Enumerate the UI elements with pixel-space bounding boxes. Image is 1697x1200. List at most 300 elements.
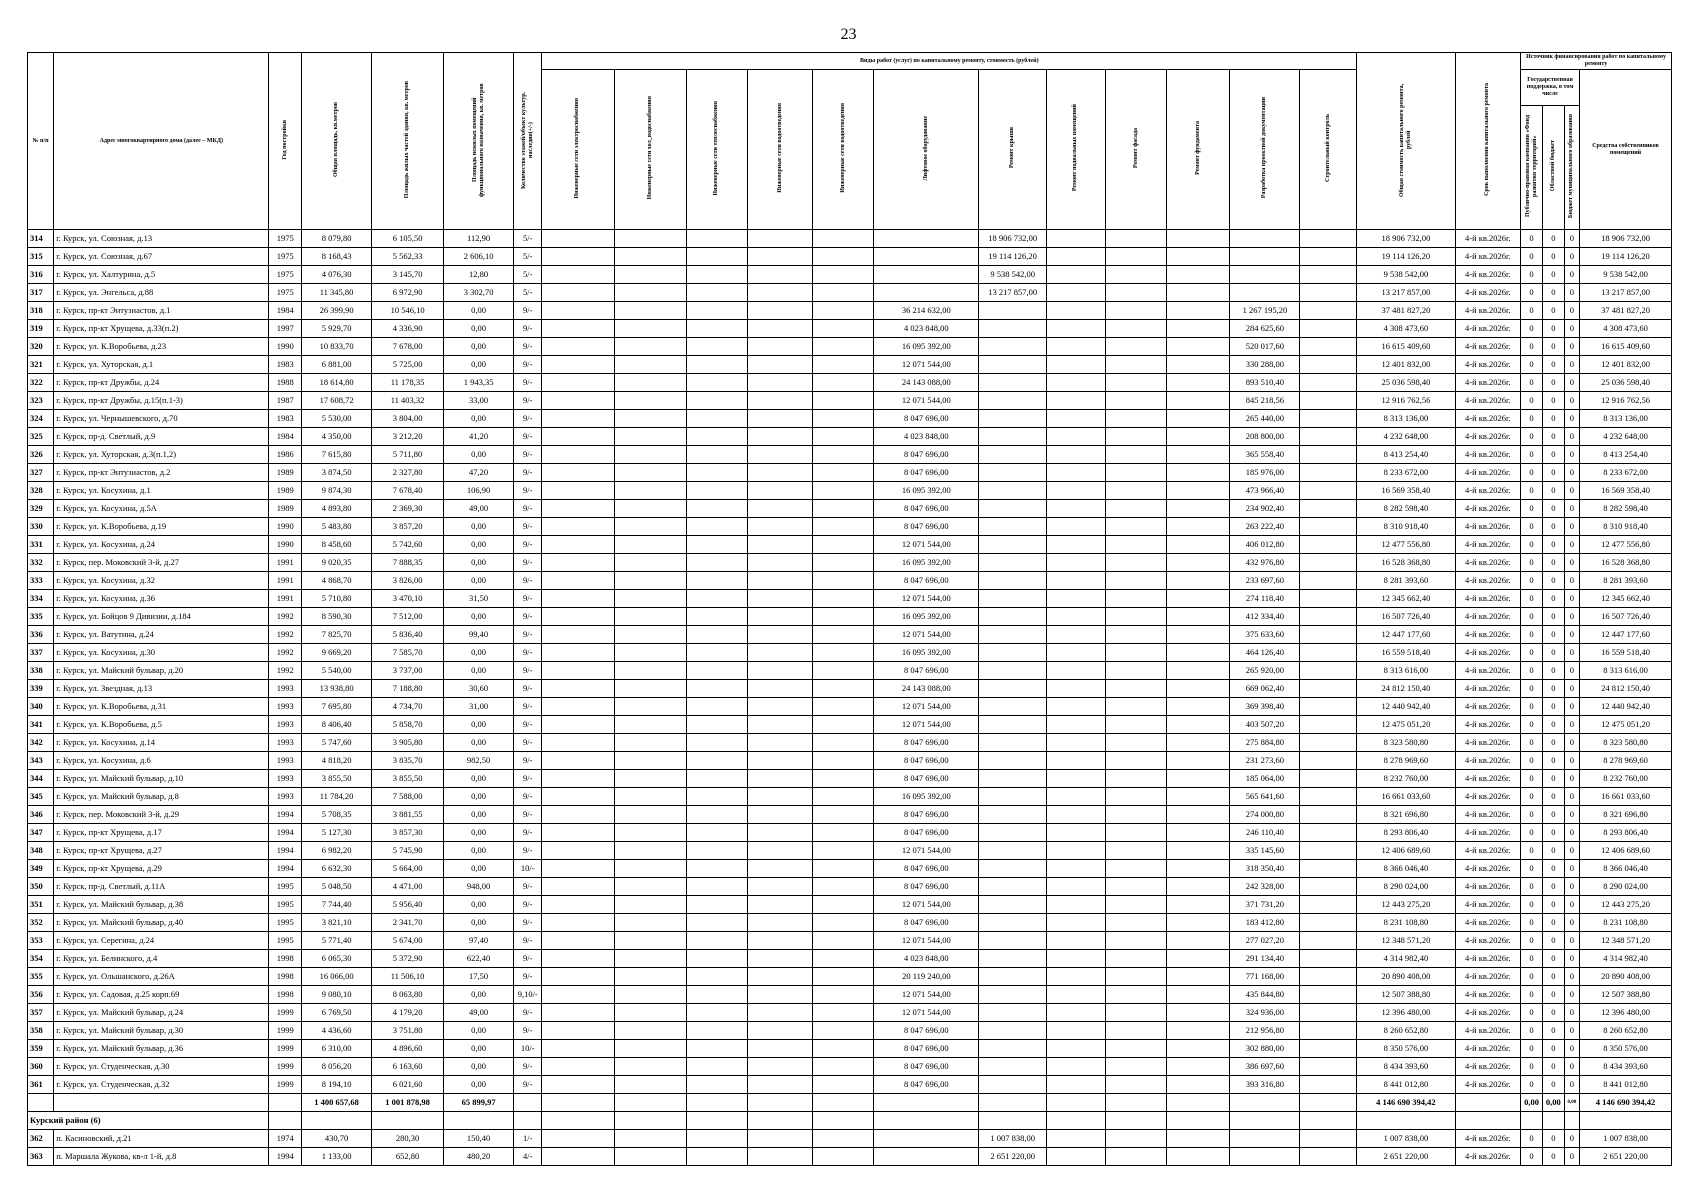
header-work-drainage: Инженерные сети водоотведения — [776, 103, 783, 193]
row-lift-cost: 12 071 544,00 — [874, 1004, 979, 1022]
row-living-area: 652,80 — [372, 1148, 444, 1166]
row-number: 322 — [28, 374, 54, 392]
row-owners: 12 440 942,40 — [1580, 698, 1672, 716]
row-work-empty — [1300, 824, 1357, 842]
row-number: 326 — [28, 446, 54, 464]
table-row — [28, 716, 1672, 734]
row-work-empty — [614, 788, 686, 806]
row-nonliving-area: 112,90 — [444, 230, 514, 248]
row-number: 337 — [28, 644, 54, 662]
row-design-cost: 185 976,00 — [1230, 464, 1300, 482]
row-work-empty — [614, 896, 686, 914]
header-floors: Количество этажей/объект культур. наследия(+/-) — [520, 90, 534, 189]
row-work-empty — [747, 608, 813, 626]
row-deadline: 4-й кв.2026г. — [1455, 608, 1521, 626]
row-work-empty — [1105, 518, 1166, 536]
row-work-empty — [686, 590, 747, 608]
row-number: 350 — [28, 878, 54, 896]
row-nonliving-area: 1 943,35 — [444, 374, 514, 392]
row-work-empty — [1167, 932, 1230, 950]
row-roof-cost: 9 538 542,00 — [979, 266, 1047, 284]
row-year: 1983 — [269, 410, 302, 428]
row-work-empty — [1105, 1022, 1166, 1040]
row-work-empty — [1105, 338, 1166, 356]
row-fund: 0 — [1521, 680, 1543, 698]
row-work-empty — [1047, 464, 1106, 482]
row-owners: 8 323 580,80 — [1580, 734, 1672, 752]
row-design-cost: 318 350,40 — [1230, 860, 1300, 878]
row-total-cost: 20 890 408,00 — [1357, 968, 1455, 986]
table-row — [28, 428, 1672, 446]
row-nonliving-area: 0,00 — [444, 914, 514, 932]
row-fund: 0 — [1521, 230, 1543, 248]
row-floors: 9/- — [514, 338, 542, 356]
row-living-area: 3 751,80 — [372, 1022, 444, 1040]
row-floors: 9/- — [514, 410, 542, 428]
row-work-empty — [1167, 230, 1230, 248]
table-row — [28, 986, 1672, 1004]
totals-regional: 0,00 — [1542, 1094, 1564, 1112]
row-total-cost: 8 313 136,00 — [1357, 410, 1455, 428]
row-floors: 5/- — [514, 284, 542, 302]
row-nonliving-area: 480,20 — [444, 1148, 514, 1166]
row-floors: 9/- — [514, 1058, 542, 1076]
row-total-cost: 24 812 150,40 — [1357, 680, 1455, 698]
row-deadline: 4-й кв.2026г. — [1455, 1022, 1521, 1040]
row-work-empty — [813, 824, 874, 842]
row-municipal: 0 — [1564, 248, 1579, 266]
row-floors: 9/- — [514, 536, 542, 554]
totals-empty — [1300, 1094, 1357, 1112]
row-total-area: 8 590,30 — [302, 608, 372, 626]
row-work-empty — [614, 428, 686, 446]
row-work-empty — [1105, 734, 1166, 752]
row-work-empty — [614, 446, 686, 464]
row-deadline: 4-й кв.2026г. — [1455, 284, 1521, 302]
row-regional: 0 — [1542, 266, 1564, 284]
row-number: 319 — [28, 320, 54, 338]
row-address: г. Курск, пр-д. Светлый, д.11А — [54, 878, 269, 896]
row-number: 361 — [28, 1076, 54, 1094]
row-roof-cost — [979, 536, 1047, 554]
row-nonliving-area: 31,50 — [444, 590, 514, 608]
row-nonliving-area: 0,00 — [444, 608, 514, 626]
row-address: г. Курск, ул. Халтурина, д.5 — [54, 266, 269, 284]
section-empty — [542, 1112, 614, 1130]
row-work-empty — [1047, 986, 1106, 1004]
row-work-empty — [1300, 608, 1357, 626]
totals-empty — [747, 1094, 813, 1112]
row-work-empty — [1167, 662, 1230, 680]
row-work-empty — [1300, 428, 1357, 446]
table-row — [28, 860, 1672, 878]
row-number: 340 — [28, 698, 54, 716]
row-year: 1994 — [269, 1148, 302, 1166]
section-empty — [686, 1112, 747, 1130]
row-work-empty — [614, 1148, 686, 1166]
row-work-empty — [542, 788, 614, 806]
table-row — [28, 410, 1672, 428]
row-work-empty — [813, 1004, 874, 1022]
row-total-cost: 12 401 832,00 — [1357, 356, 1455, 374]
row-work-empty — [542, 1004, 614, 1022]
row-deadline: 4-й кв.2026г. — [1455, 788, 1521, 806]
row-work-empty — [747, 1004, 813, 1022]
row-number: 357 — [28, 1004, 54, 1022]
row-owners: 4 314 982,40 — [1580, 950, 1672, 968]
row-work-empty — [686, 788, 747, 806]
row-total-area: 8 194,10 — [302, 1076, 372, 1094]
table-row — [28, 554, 1672, 572]
row-regional: 0 — [1542, 914, 1564, 932]
header-year: Год постройки — [281, 119, 288, 160]
row-year: 1994 — [269, 860, 302, 878]
row-work-empty — [1047, 968, 1106, 986]
section-empty — [874, 1112, 979, 1130]
row-work-empty — [542, 590, 614, 608]
row-work-empty — [747, 806, 813, 824]
totals-empty — [874, 1094, 979, 1112]
row-year: 1994 — [269, 842, 302, 860]
row-work-empty — [1167, 860, 1230, 878]
row-regional: 0 — [1542, 518, 1564, 536]
header-work-foundation: Ремонт фундамента — [1194, 121, 1201, 175]
row-lift-cost — [874, 1148, 979, 1166]
row-lift-cost: 16 095 392,00 — [874, 554, 979, 572]
totals-empty — [542, 1094, 614, 1112]
row-floors: 9/- — [514, 1076, 542, 1094]
row-work-empty — [1047, 1076, 1106, 1094]
row-municipal: 0 — [1564, 536, 1579, 554]
row-living-area: 3 905,80 — [372, 734, 444, 752]
row-work-empty — [747, 932, 813, 950]
row-municipal: 0 — [1564, 986, 1579, 1004]
row-deadline: 4-й кв.2026г. — [1455, 806, 1521, 824]
row-fund: 0 — [1521, 626, 1543, 644]
row-work-empty — [1300, 842, 1357, 860]
row-floors: 9/- — [514, 392, 542, 410]
row-deadline: 4-й кв.2026г. — [1455, 878, 1521, 896]
row-work-empty — [747, 662, 813, 680]
row-deadline: 4-й кв.2026г. — [1455, 968, 1521, 986]
row-floors: 9/- — [514, 878, 542, 896]
row-floors: 9/- — [514, 842, 542, 860]
row-work-empty — [614, 554, 686, 572]
row-work-empty — [1047, 572, 1106, 590]
row-floors: 9/- — [514, 1022, 542, 1040]
row-municipal: 0 — [1564, 680, 1579, 698]
row-fund: 0 — [1521, 914, 1543, 932]
row-owners: 25 036 598,40 — [1580, 374, 1672, 392]
row-work-empty — [614, 500, 686, 518]
row-work-empty — [1105, 248, 1166, 266]
header-work-cold-water: Инженерные сети хол_водоснабжения — [646, 96, 653, 200]
row-number: 349 — [28, 860, 54, 878]
row-work-empty — [813, 554, 874, 572]
totals-empty — [1230, 1094, 1300, 1112]
totals-empty — [514, 1094, 542, 1112]
row-fund: 0 — [1521, 518, 1543, 536]
section-empty — [1455, 1112, 1521, 1130]
row-design-cost: 464 126,40 — [1230, 644, 1300, 662]
row-work-empty — [1105, 716, 1166, 734]
row-work-empty — [1167, 824, 1230, 842]
table-row — [28, 302, 1672, 320]
row-work-empty — [813, 860, 874, 878]
row-work-empty — [686, 464, 747, 482]
section-row — [28, 1112, 1672, 1130]
row-work-empty — [747, 734, 813, 752]
row-work-empty — [813, 500, 874, 518]
row-number: 348 — [28, 842, 54, 860]
row-roof-cost — [979, 734, 1047, 752]
row-work-empty — [813, 266, 874, 284]
row-work-empty — [614, 716, 686, 734]
row-work-empty — [686, 608, 747, 626]
row-design-cost: 1 267 195,20 — [1230, 302, 1300, 320]
table-row — [28, 1058, 1672, 1076]
row-design-cost: 520 017,60 — [1230, 338, 1300, 356]
row-work-empty — [813, 878, 874, 896]
row-work-empty — [614, 302, 686, 320]
row-work-empty — [614, 644, 686, 662]
row-nonliving-area: 0,00 — [444, 734, 514, 752]
row-work-empty — [747, 518, 813, 536]
row-municipal: 0 — [1564, 230, 1579, 248]
table-row — [28, 500, 1672, 518]
row-address: г. Курск, ул. Косухина, д.32 — [54, 572, 269, 590]
row-address: г. Курск, ул. Косухина, д.14 — [54, 734, 269, 752]
row-address: г. Курск, пр-кт Дружбы, д.24 — [54, 374, 269, 392]
row-lift-cost: 8 047 696,00 — [874, 824, 979, 842]
row-owners: 8 350 576,00 — [1580, 1040, 1672, 1058]
table-row — [28, 230, 1672, 248]
row-address: г. Курск, ул. Косухина, д.30 — [54, 644, 269, 662]
row-work-empty — [1105, 536, 1166, 554]
table-row — [28, 734, 1672, 752]
row-deadline: 4-й кв.2026г. — [1455, 824, 1521, 842]
row-work-empty — [686, 914, 747, 932]
row-work-empty — [1300, 248, 1357, 266]
row-municipal: 0 — [1564, 482, 1579, 500]
totals-nonliving-area: 65 899,97 — [444, 1094, 514, 1112]
row-lift-cost: 8 047 696,00 — [874, 572, 979, 590]
table-row — [28, 878, 1672, 896]
row-municipal: 0 — [1564, 734, 1579, 752]
row-work-empty — [542, 716, 614, 734]
row-total-cost: 12 477 556,80 — [1357, 536, 1455, 554]
row-work-empty — [1105, 356, 1166, 374]
row-work-empty — [813, 482, 874, 500]
row-year: 1975 — [269, 230, 302, 248]
row-work-empty — [1300, 788, 1357, 806]
row-number: 344 — [28, 770, 54, 788]
row-work-empty — [1167, 302, 1230, 320]
row-municipal: 0 — [1564, 356, 1579, 374]
row-living-area: 5 372,90 — [372, 950, 444, 968]
row-design-cost: 233 697,60 — [1230, 572, 1300, 590]
row-deadline: 4-й кв.2026г. — [1455, 896, 1521, 914]
row-total-cost: 12 440 942,40 — [1357, 698, 1455, 716]
row-owners: 8 233 672,00 — [1580, 464, 1672, 482]
row-owners: 13 217 857,00 — [1580, 284, 1672, 302]
row-floors: 9/- — [514, 914, 542, 932]
row-work-empty — [686, 806, 747, 824]
row-work-empty — [686, 1040, 747, 1058]
page-number: 23 — [840, 26, 857, 43]
row-deadline: 4-й кв.2026г. — [1455, 734, 1521, 752]
row-work-empty — [813, 374, 874, 392]
row-floors: 9/- — [514, 662, 542, 680]
row-work-empty — [1105, 428, 1166, 446]
row-address: г. Курск, ул. Серегина, д.24 — [54, 932, 269, 950]
row-work-empty — [813, 788, 874, 806]
totals-living-area: 1 001 878,98 — [372, 1094, 444, 1112]
row-total-area: 9 080,10 — [302, 986, 372, 1004]
row-work-empty — [614, 878, 686, 896]
row-lift-cost: 16 095 392,00 — [874, 338, 979, 356]
row-total-cost: 37 481 827,20 — [1357, 302, 1455, 320]
row-municipal: 0 — [1564, 932, 1579, 950]
row-floors: 9/- — [514, 932, 542, 950]
section-empty — [1047, 1112, 1106, 1130]
row-work-empty — [686, 482, 747, 500]
row-work-empty — [1047, 536, 1106, 554]
row-work-empty — [614, 968, 686, 986]
row-number: 314 — [28, 230, 54, 248]
row-work-empty — [1300, 572, 1357, 590]
totals-cost: 4 146 690 394,42 — [1357, 1094, 1455, 1112]
row-work-empty — [686, 320, 747, 338]
row-work-empty — [1047, 752, 1106, 770]
row-work-empty — [813, 428, 874, 446]
row-living-area: 11 178,35 — [372, 374, 444, 392]
row-work-empty — [813, 752, 874, 770]
row-fund: 0 — [1521, 968, 1543, 986]
row-floors: 10/- — [514, 1040, 542, 1058]
row-living-area: 4 896,60 — [372, 1040, 444, 1058]
row-work-empty — [813, 1076, 874, 1094]
row-deadline: 4-й кв.2026г. — [1455, 536, 1521, 554]
row-year: 1999 — [269, 1022, 302, 1040]
row-work-empty — [614, 1022, 686, 1040]
row-fund: 0 — [1521, 536, 1543, 554]
row-total-area: 6 632,30 — [302, 860, 372, 878]
row-work-empty — [614, 608, 686, 626]
row-work-empty — [747, 1130, 813, 1148]
row-work-empty — [1105, 572, 1166, 590]
row-total-cost: 8 413 254,40 — [1357, 446, 1455, 464]
row-work-empty — [1105, 302, 1166, 320]
row-design-cost: 893 510,40 — [1230, 374, 1300, 392]
section-empty — [1167, 1112, 1230, 1130]
row-nonliving-area: 982,50 — [444, 752, 514, 770]
row-work-empty — [1047, 770, 1106, 788]
row-year: 1989 — [269, 464, 302, 482]
row-work-empty — [542, 248, 614, 266]
row-number: 323 — [28, 392, 54, 410]
row-work-empty — [747, 752, 813, 770]
row-municipal: 0 — [1564, 518, 1579, 536]
header-living-area: Площадь жилых частей здания, кв. метров — [404, 80, 411, 199]
row-work-empty — [1047, 734, 1106, 752]
row-address: г. Курск, ул. Косухина, д.6 — [54, 752, 269, 770]
row-work-empty — [614, 1130, 686, 1148]
row-total-cost: 8 233 672,00 — [1357, 464, 1455, 482]
row-owners: 8 366 046,40 — [1580, 860, 1672, 878]
row-lift-cost — [874, 230, 979, 248]
row-work-empty — [686, 248, 747, 266]
row-work-empty — [1167, 1004, 1230, 1022]
row-design-cost: 771 168,00 — [1230, 968, 1300, 986]
section-empty — [302, 1112, 372, 1130]
row-work-empty — [747, 680, 813, 698]
totals-empty — [54, 1094, 269, 1112]
row-number: 363 — [28, 1148, 54, 1166]
row-work-empty — [614, 338, 686, 356]
row-work-empty — [1167, 914, 1230, 932]
row-year: 1993 — [269, 698, 302, 716]
row-work-empty — [614, 1004, 686, 1022]
row-work-empty — [686, 374, 747, 392]
row-work-empty — [686, 410, 747, 428]
row-work-empty — [1047, 1022, 1106, 1040]
header-regional: Областной бюджет — [1549, 140, 1556, 192]
row-regional: 0 — [1542, 482, 1564, 500]
row-address: г. Курск, пр-кт Хрущева, д.29 — [54, 860, 269, 878]
row-work-empty — [542, 266, 614, 284]
row-total-area: 8 056,20 — [302, 1058, 372, 1076]
row-work-empty — [813, 734, 874, 752]
row-work-empty — [1105, 680, 1166, 698]
table-row — [28, 284, 1672, 302]
row-roof-cost — [979, 392, 1047, 410]
row-work-empty — [747, 482, 813, 500]
row-living-area: 7 588,00 — [372, 788, 444, 806]
row-living-area: 3 470,10 — [372, 590, 444, 608]
row-deadline: 4-й кв.2026г. — [1455, 950, 1521, 968]
row-work-empty — [614, 536, 686, 554]
row-fund: 0 — [1521, 716, 1543, 734]
row-year: 1991 — [269, 554, 302, 572]
row-work-empty — [686, 878, 747, 896]
row-work-empty — [1300, 1130, 1357, 1148]
row-floors: 9/- — [514, 500, 542, 518]
row-floors: 9/- — [514, 950, 542, 968]
row-work-empty — [1300, 1040, 1357, 1058]
section-empty — [514, 1112, 542, 1130]
row-work-empty — [614, 320, 686, 338]
row-number: 327 — [28, 464, 54, 482]
row-lift-cost: 16 095 392,00 — [874, 644, 979, 662]
row-work-empty — [1047, 626, 1106, 644]
row-work-empty — [1047, 1004, 1106, 1022]
row-deadline: 4-й кв.2026г. — [1455, 248, 1521, 266]
row-work-empty — [1105, 1076, 1166, 1094]
row-work-empty — [1167, 356, 1230, 374]
row-total-cost: 4 314 982,40 — [1357, 950, 1455, 968]
row-fund: 0 — [1521, 986, 1543, 1004]
table-row — [28, 1004, 1672, 1022]
row-regional: 0 — [1542, 446, 1564, 464]
row-roof-cost — [979, 680, 1047, 698]
section-empty — [269, 1112, 302, 1130]
row-year: 1975 — [269, 248, 302, 266]
row-owners: 12 348 571,20 — [1580, 932, 1672, 950]
row-address: г. Курск, ул. Майский бульвар, д.36 — [54, 1040, 269, 1058]
row-work-empty — [614, 284, 686, 302]
row-work-empty — [1047, 482, 1106, 500]
